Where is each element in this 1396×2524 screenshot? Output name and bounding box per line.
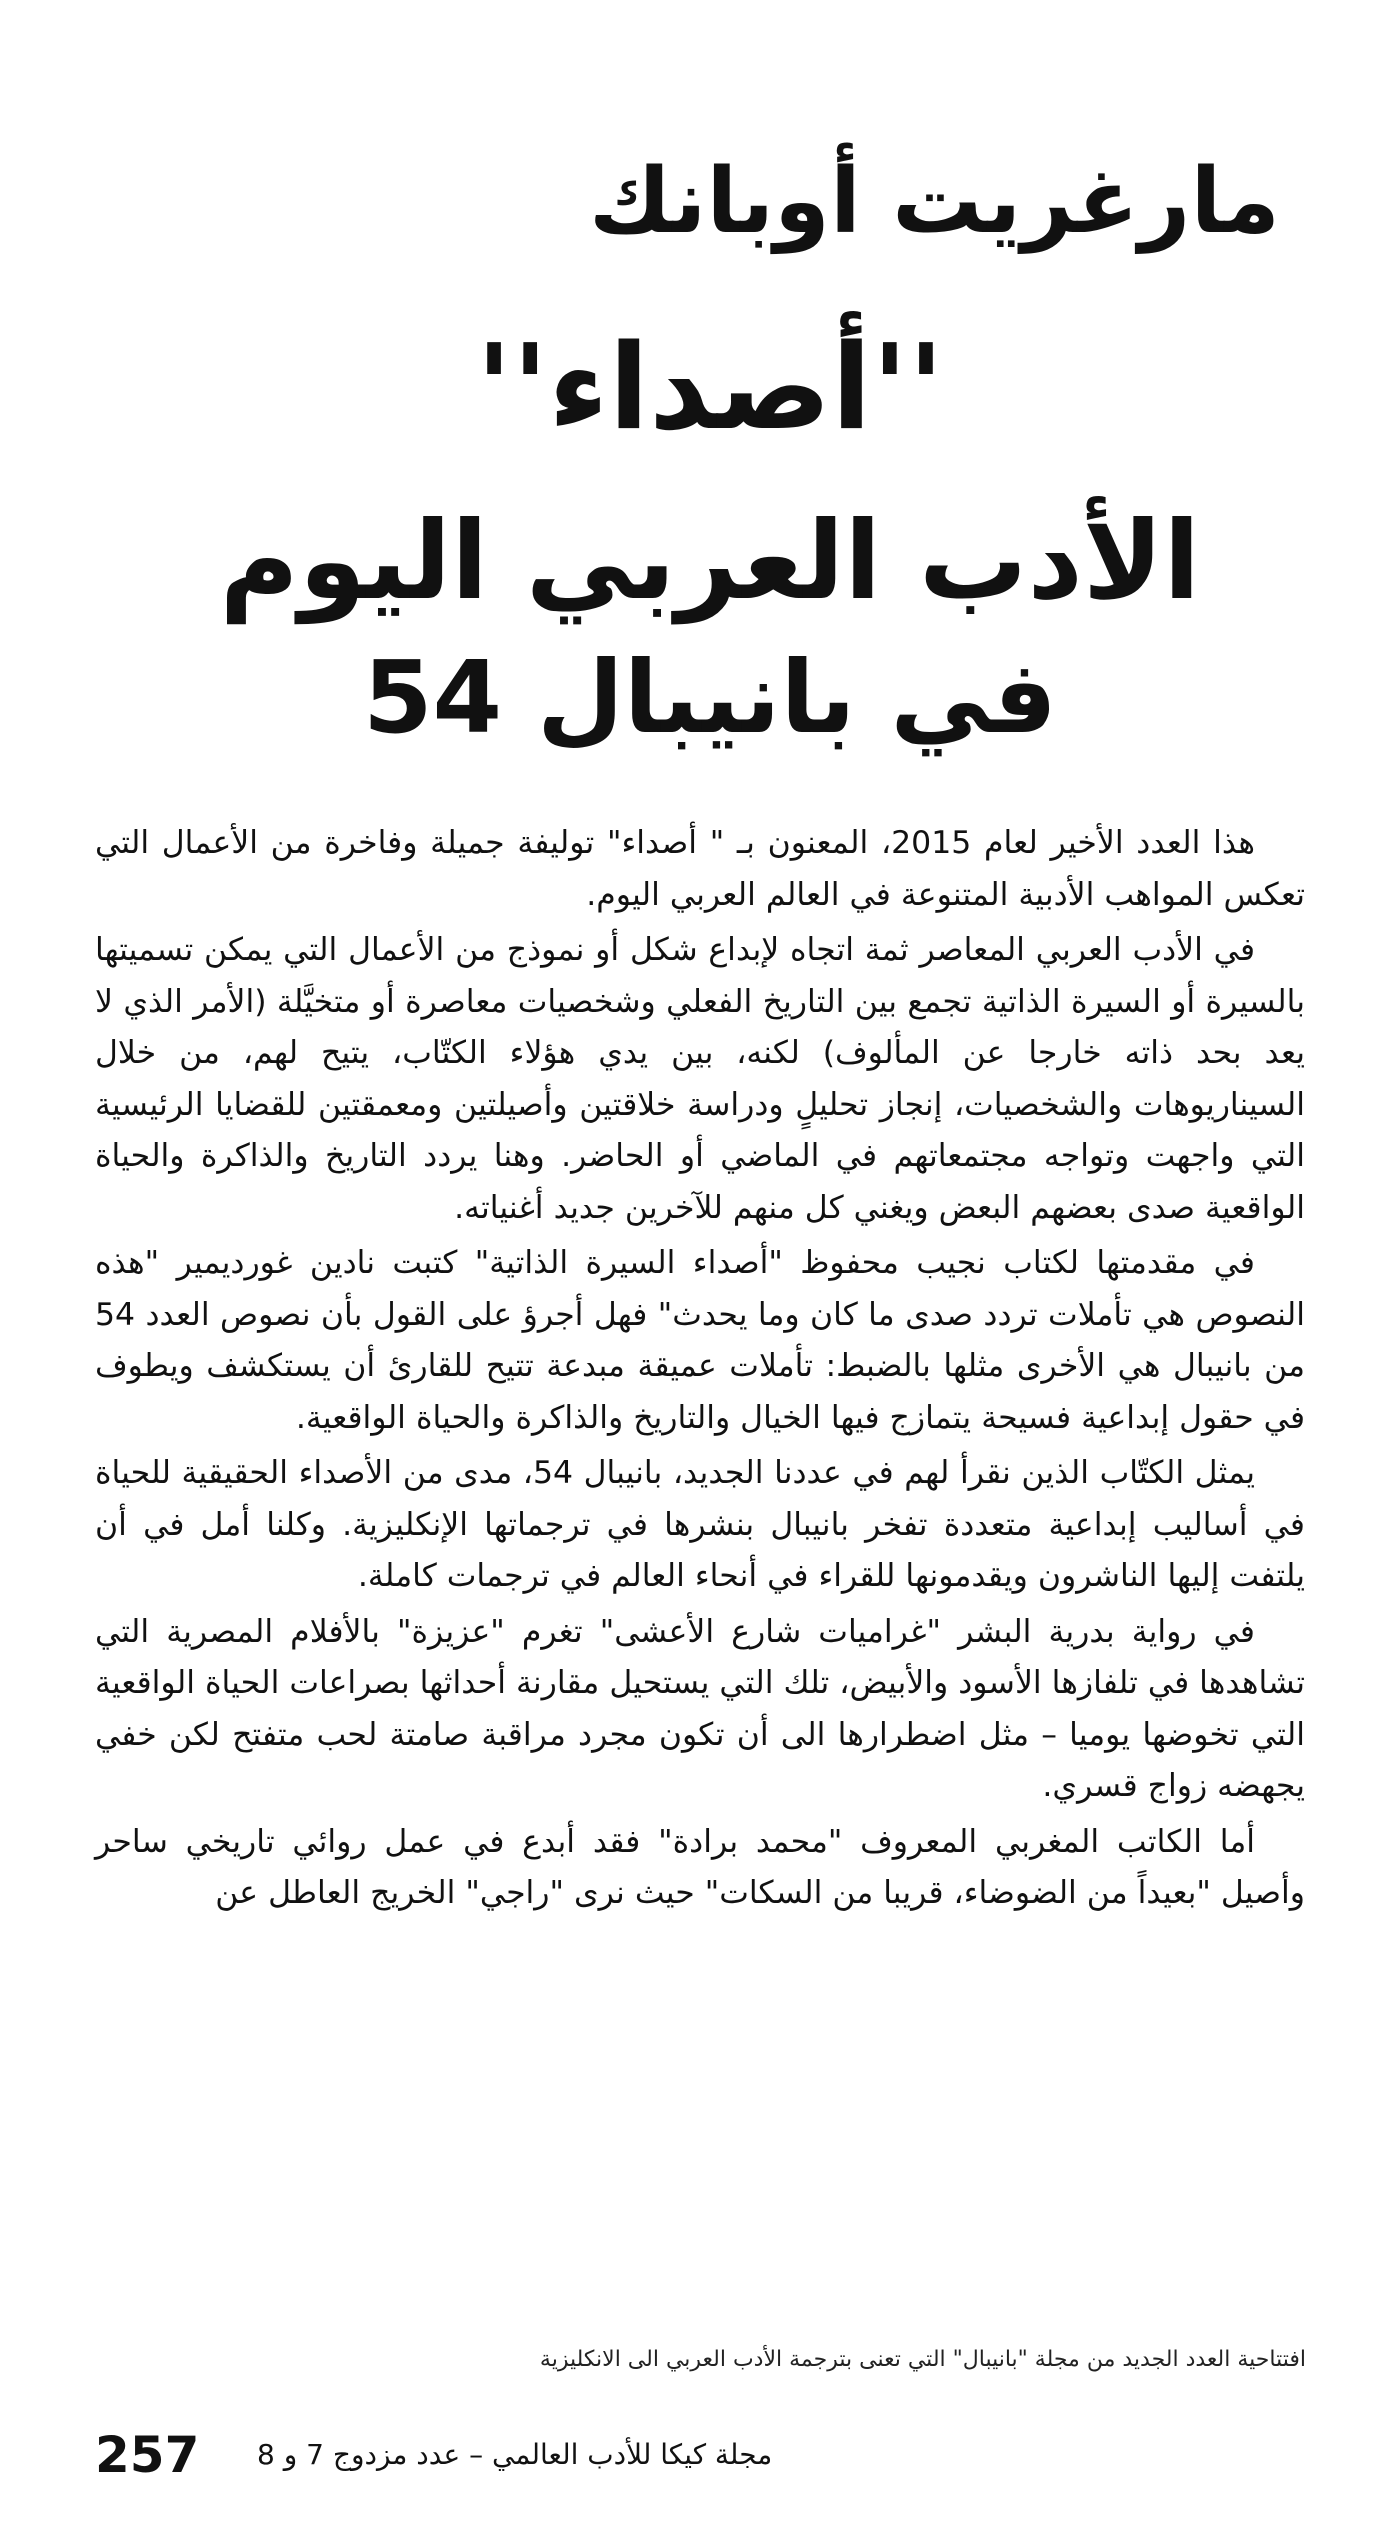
- article-subtitle-line-1: الأدب العربي اليوم: [219, 499, 1201, 624]
- paragraph: هذا العدد الأخير لعام 2015، المعنون بـ " أصداء" توليفة جميلة وفاخرة من الأعمال التي تعكس المواهب الأدبية المتنوعة في العالم العربي اليوم.: [95, 825, 1305, 913]
- page-footer: [95, 2425, 855, 2485]
- article-body: [95, 818, 1305, 1924]
- paragraph: أما الكاتب المغربي المعروف "محمد برادة" فقد أبدع في عمل روائي تاريخي ساحر وأصيل "بعيداً من الضوضاء، قريبا من السكات" حيث نرى "راجي" الخريج العاطل عن: [95, 1823, 1305, 1911]
- article-title: ''أصداء'': [476, 318, 944, 456]
- paragraph: في مقدمتها لكتاب نجيب محفوظ "أصداء السيرة الذاتية" كتبت نادين غورديمير "هذه النصوص هي تأملات تردد صدى ما كان وما يحدث" فهل أجرؤ على القول بأن نصوص العدد 54 من بانيبال هي الأخرى مثلها بالضبط: تأملات عميقة مبدعة تتيح للقارئ أن يستكشف ويطوف في حقول إبداعية فسيحة يتمازج فيها الخيال والتاريخ والذاكرة والحياة الواقعية.: [95, 1245, 1305, 1436]
- article-subtitle-line-2: في بانيبال 54: [362, 639, 1058, 756]
- paragraph: في رواية بدرية البشر "غراميات شارع الأعشى" تغرم "عزيزة" بالأفلام المصرية التي تشاهدها في تلفازها الأسود والأبيض، تلك التي يستحيل مقارنة أحداثها بصراعات الحياة الواقعية التي تخوضها يوميا – مثل اضطرارها الى أن تكون مجرد مراقبة صامتة لحب متفتح لكن خفي يجهضه زواج قسري.: [95, 1613, 1305, 1804]
- paragraph: يمثل الكتّاب الذين نقرأ لهم في عددنا الجديد، بانيبال 54، مدى من الأصداء الحقيقية للحياة في أساليب إبداعية متعددة تفخر بانيبال بنشرها في ترجماتها الإنكليزية. وكلنا أمل في أن يلتفت إليها الناشرون ويقدمونها للقراء في أنحاء العالم في ترجمات كاملة.: [95, 1455, 1305, 1594]
- author-name: مارغريت أوبانك: [588, 149, 1280, 254]
- paragraph: في الأدب العربي المعاصر ثمة اتجاه لإبداع شكل أو نموذج من الأعمال التي يمكن تسميتها بالسيرة أو السيرة الذاتية تجمع بين التاريخ الفعلي وشخصيات معاصرة أو متخيَّلة (الأمر الذي لا يعد بحد ذاته خارجا عن المألوف) لكنه، بين يدي هؤلاء الكتّاب، يتيح لهم، من خلال السيناريوهات والشخصيات، إنجاز تحليلٍ ودراسة خلاقتين وأصيلتين ومعمقتين للقضايا الرئيسية التي واجهت وتواجه مجتمعاتهم في الماضي أو الحاضر. وهنا يردد التاريخ والذاكرة والحياة الواقعية صدى بعضهم البعض ويغني كل منهم للآخرين جديد أغنياته.: [95, 932, 1305, 1226]
- journal-name: مجلة كيكا للأدب العالمي – عدد مزدوج 7 و 8: [257, 2438, 773, 2471]
- page-number: 257: [95, 2426, 200, 2484]
- footnote: افتتاحية العدد الجديد من مجلة "بانيبال" التي تعنى بترجمة الأدب العربي الى الانكليزية: [539, 2347, 1306, 2372]
